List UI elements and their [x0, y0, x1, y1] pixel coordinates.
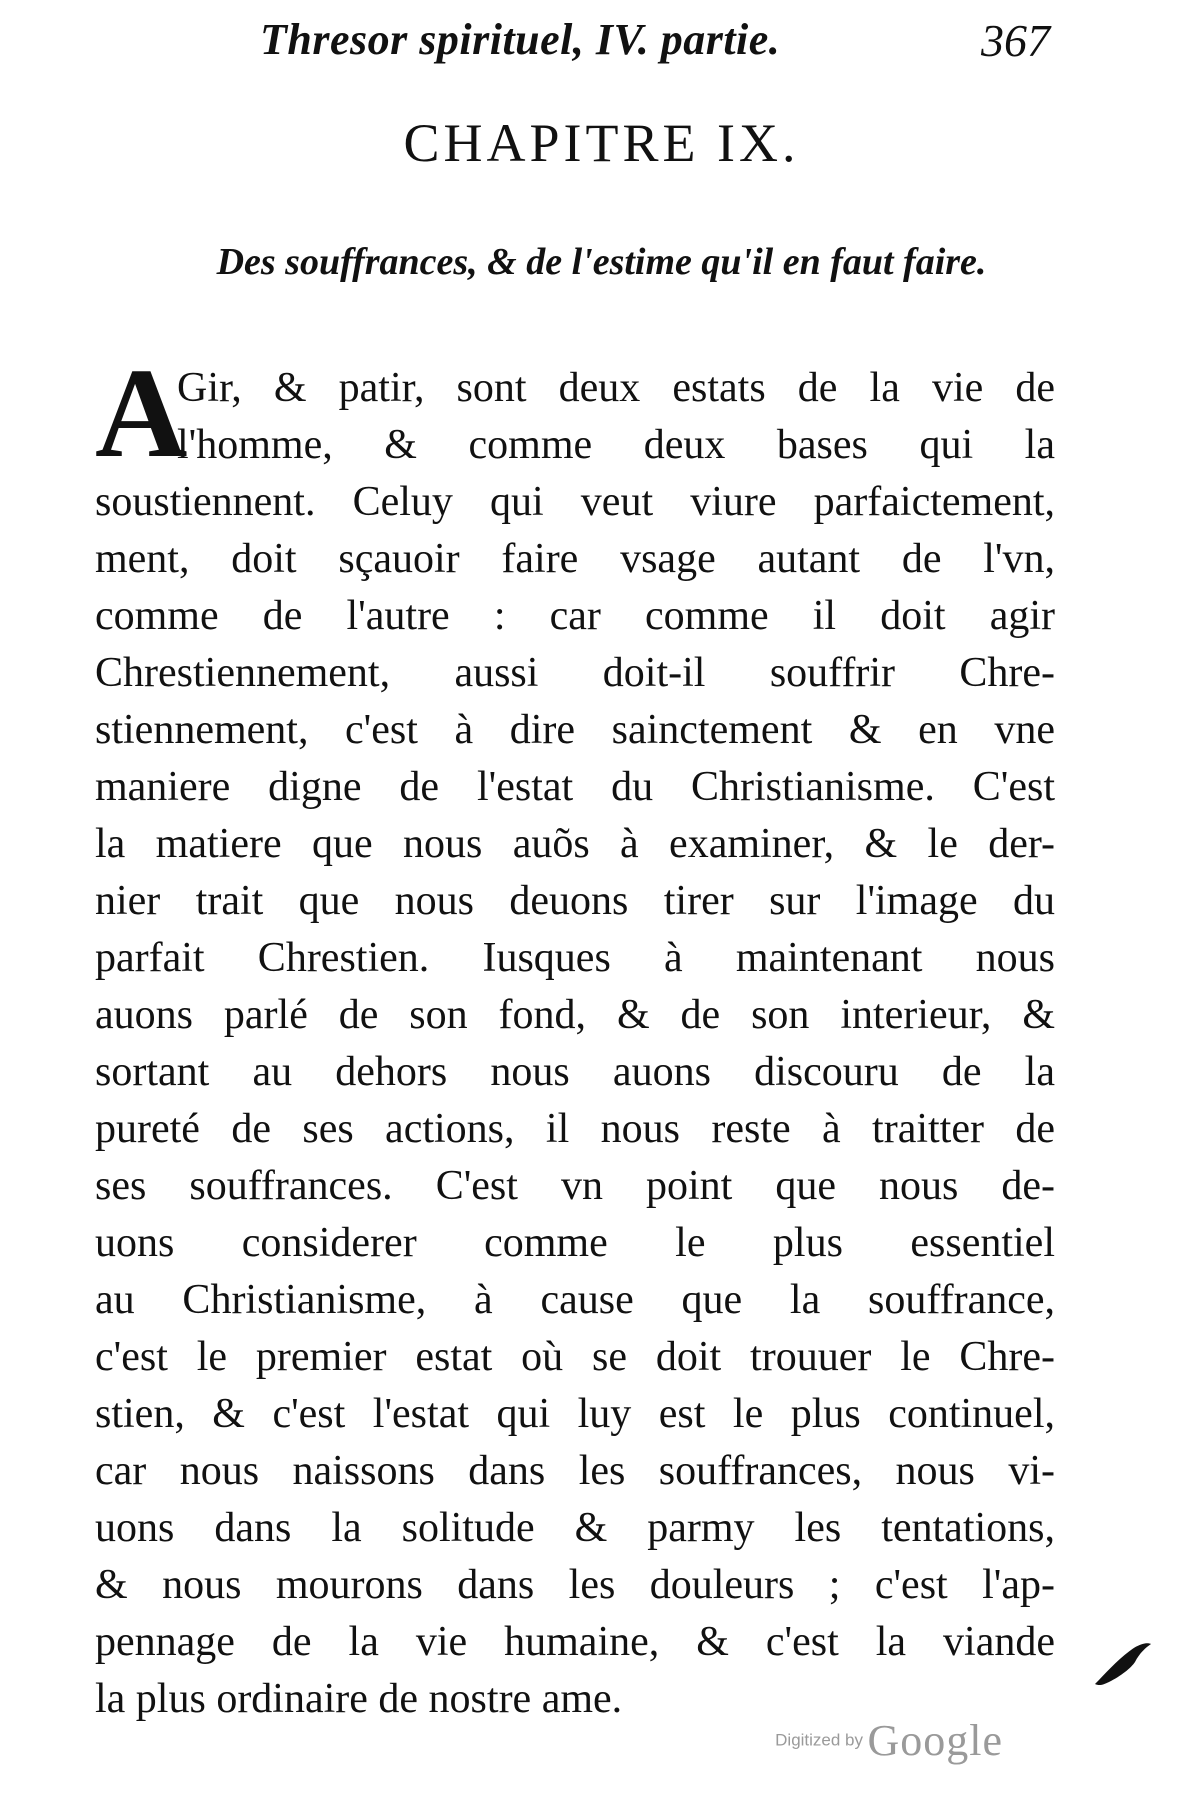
text-line: stien, & c'est l'estat qui luy est le plus continuel,: [95, 1391, 1055, 1437]
drop-cap: A: [95, 342, 188, 484]
text-line: stiennement, c'est à dire sainctement & en vne: [95, 707, 1055, 753]
text-line: l'homme, & comme deux bases qui la: [177, 422, 1055, 468]
ink-blot-icon: [1091, 1638, 1155, 1688]
digitized-watermark: [775, 1715, 1003, 1766]
watermark-brand: Google: [867, 1716, 1003, 1765]
text-line: comme de l'autre : car comme il doit agir: [95, 593, 1055, 639]
text-line: & nous mourons dans les douleurs ; c'est l'ap-: [95, 1562, 1055, 1608]
text-line: parfait Chrestien. Iusques à maintenant nous: [95, 935, 1055, 981]
text-line: ses souffrances. C'est vn point que nous de-: [95, 1163, 1055, 1209]
text-line: la plus ordinaire de nostre ame.: [95, 1676, 623, 1722]
chapter-subtitle: Des souffrances, & de l'estime qu'il en faut faire.: [216, 241, 987, 283]
running-head: [260, 14, 1080, 74]
text-line: soustiennent. Celuy qui veut viure parfaictement,: [95, 479, 1055, 525]
text-line: au Christianisme, à cause que la souffrance,: [95, 1277, 1055, 1323]
text-line: pureté de ses actions, il nous reste à traitter de: [95, 1106, 1055, 1152]
text-line: car nous naissons dans les souffrances, nous vi-: [95, 1448, 1055, 1494]
text-line: sortant au dehors nous auons discouru de la: [95, 1049, 1055, 1095]
chapter-heading: CHAPITRE IX.: [403, 113, 800, 173]
text-line: Gir, & patir, sont deux estats de la vie de: [177, 365, 1055, 411]
text-line: maniere digne de l'estat du Christianisme. C'est: [95, 764, 1055, 810]
page-number: 367: [981, 15, 1050, 66]
text-line: pennage de la vie humaine, & c'est la viande: [95, 1619, 1055, 1665]
body-text: [95, 342, 1055, 1728]
text-line: c'est le premier estat où se doit trouuer le Chre-: [95, 1334, 1055, 1380]
text-line: uons considerer comme le plus essentiel: [95, 1220, 1055, 1266]
running-title: Thresor spirituel, IV. partie.: [260, 15, 781, 64]
text-line: auons parlé de son fond, & de son interieur, &: [95, 992, 1055, 1038]
text-line: Chrestiennement, aussi doit-il souffrir Chre-: [95, 650, 1055, 696]
text-line: nier trait que nous deuons tirer sur l'image du: [95, 878, 1055, 924]
text-line: la matiere que nous auõs à examiner, & le der-: [95, 821, 1055, 867]
text-line: uons dans la solitude & parmy les tentations,: [95, 1505, 1055, 1551]
watermark-prefix: Digitized by: [775, 1730, 864, 1750]
text-line: ment, doit sçauoir faire vsage autant de l'vn,: [95, 536, 1055, 582]
